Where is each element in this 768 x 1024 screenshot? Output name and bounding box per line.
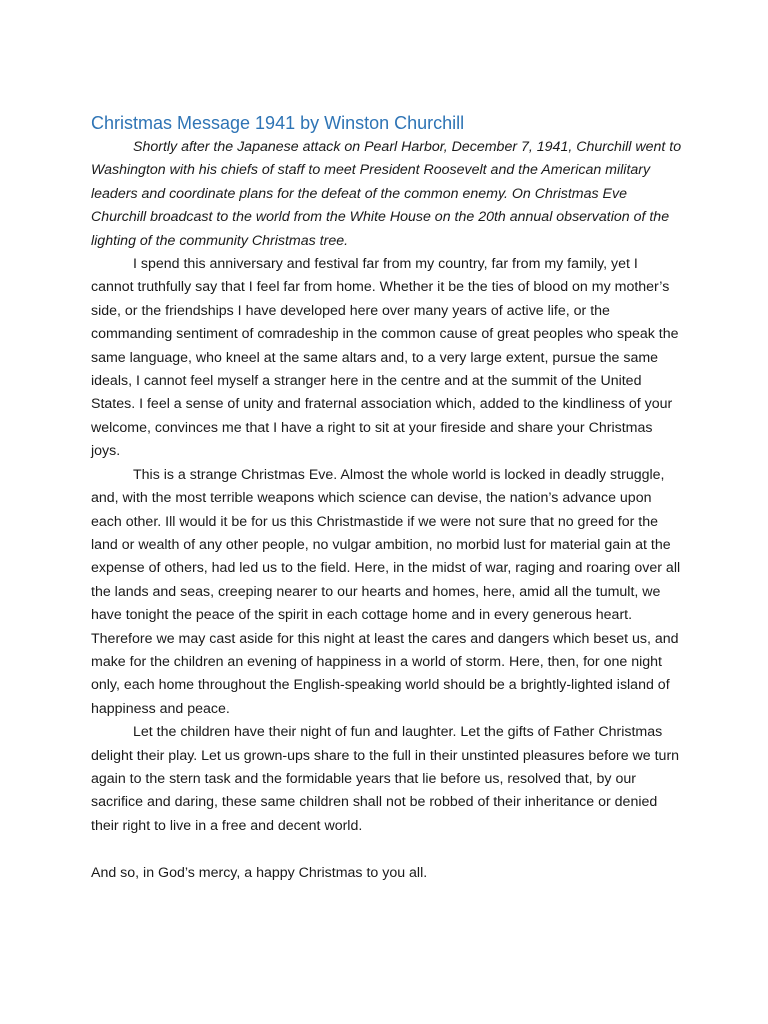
closing-line: And so, in God’s mercy, a happy Christmas to you all. [91, 864, 428, 881]
body-paragraph-2: This is a strange Christmas Eve. Almost the whole world is locked in deadly struggle, and, with the most terrible weapons which science can devise, the nation’s advance upon each other. Ill would it be for us this Christmastide if we were not sure that no greed for the land or wealth of any other people, no vulgar ambition, no morbid lust for material gain at the expense of others, had led us to the field. Here, in the midst of war, raging and roaring over all the lands and seas, creeping nearer to our hearts and homes, here, amid all the tumult, we have tonight the peace of the spirit in each cottage home and in every generous heart. Therefore we may cast aside for this night at least the cares and dangers which beset us, and make for the children an evening of happiness in a world of storm. Here, then, for one night only, each home throughout the English-speaking world should be a brightly-lighted island of happiness and peace. [91, 466, 681, 717]
body-paragraph-1: I spend this anniversary and festival far from my country, far from my family, yet I cannot truthfully say that I feel far from home. Whether it be the ties of blood on my mother’s side, or the friendships I have developed here over many years of active life, or the commanding sentiment of comradeship in the common cause of great peoples who speak the same language, who kneel at the same altars and, to a very large extent, pursue the same ideals, I cannot feel myself a stranger here in the centre and at the summit of the United States. I feel a sense of unity and fraternal association which, added to the kindliness of your welcome, convinces me that I have a right to sit at your fireside and share your Christmas joys. [91, 256, 679, 460]
document-body [91, 110, 683, 885]
document-title: Christmas Message 1941 by Winston Churchill [91, 113, 465, 133]
intro-paragraph: Shortly after the Japanese attack on Pearl Harbor, December 7, 1941, Churchill went to Washington with his chiefs of staff to meet President Roosevelt and the American military leaders and coordinate plans for the defeat of the common enemy. On Christmas Eve Churchill broadcast to the world from the White House on the 20th annual observation of the lighting of the community Christmas tree. [91, 139, 682, 249]
body-paragraph-3: Let the children have their night of fun and laughter. Let the gifts of Father Christmas delight their play. Let us grown-ups share to the full in their unstinted pleasures before we turn again to the stern task and the formidable years that lie before us, resolved that, by our sacrifice and daring, these same children shall not be robbed of their inheritance or denied their right to live in a free and decent world. [91, 724, 680, 834]
